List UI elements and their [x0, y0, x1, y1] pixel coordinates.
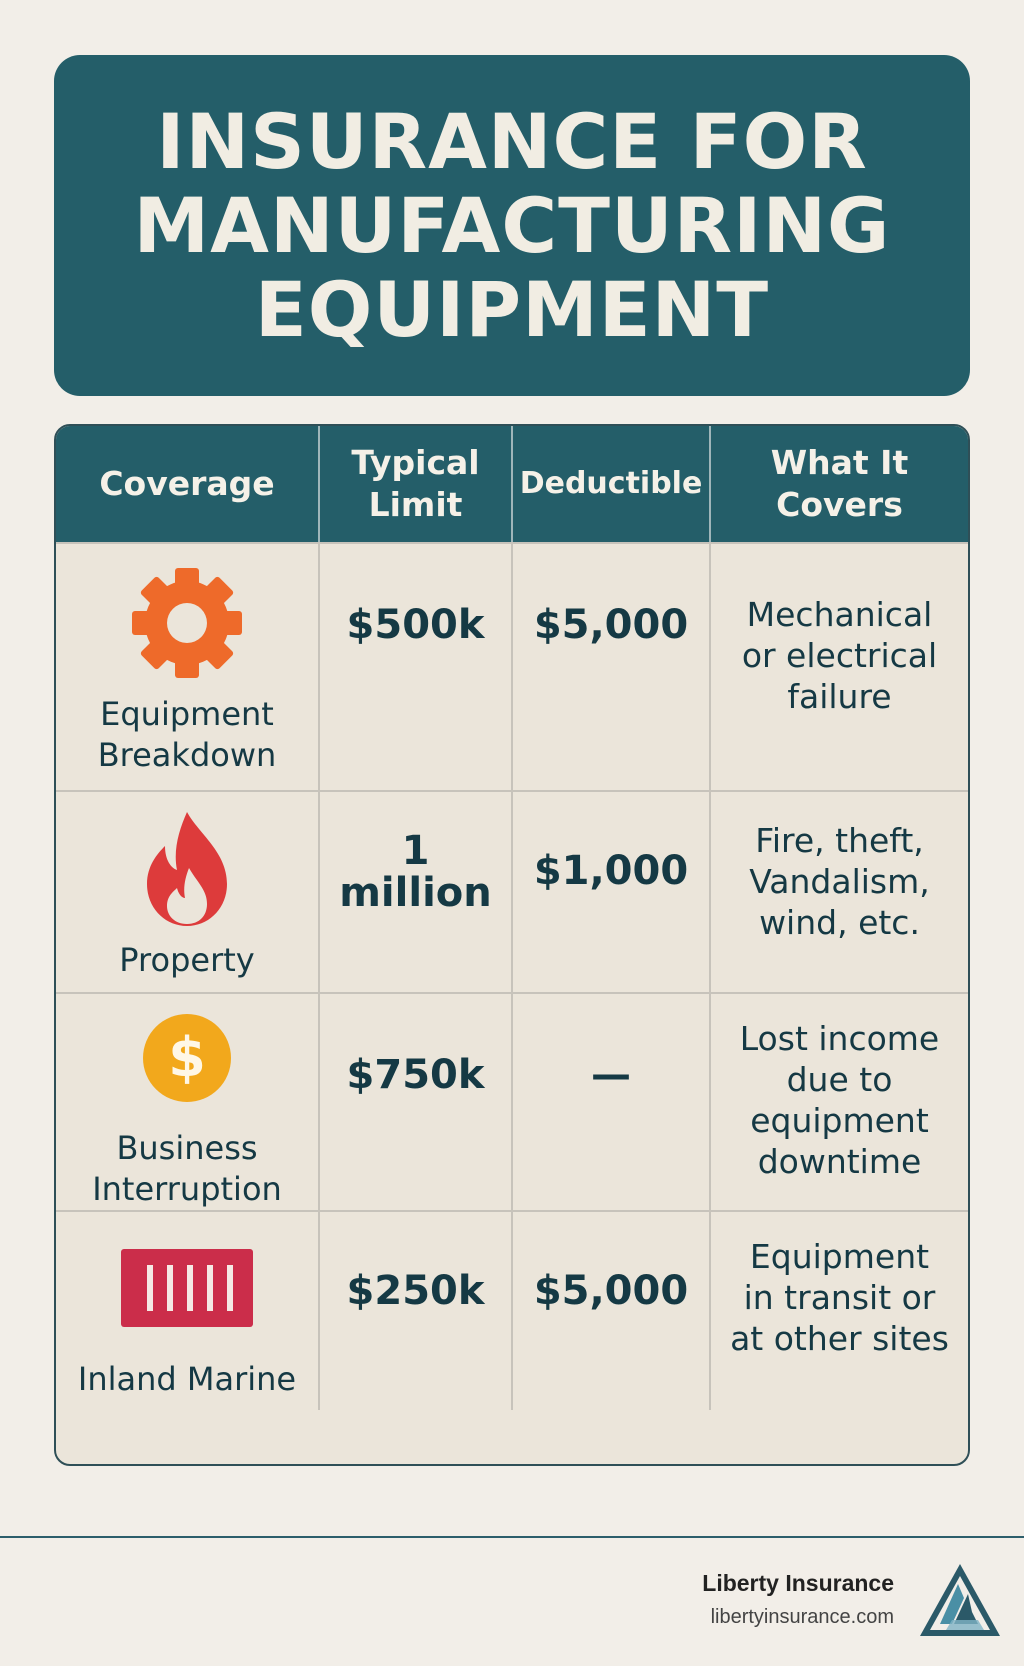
coverage-label: Inland Marine	[77, 1359, 297, 1398]
covers-cell	[711, 994, 968, 1210]
limit-value: $750k	[346, 1052, 485, 1098]
covers-text: Lost income	[739, 1019, 940, 1058]
header-limit-line-2: Limit	[368, 485, 463, 524]
title-line-3: EQUIPMENT	[254, 264, 770, 354]
covers-text: due to	[786, 1060, 893, 1099]
deductible-value: $1,000	[533, 848, 689, 894]
covers-text: wind, etc.	[759, 903, 920, 942]
table-row	[56, 992, 968, 1210]
footer-divider	[0, 1536, 1024, 1538]
header-deductible	[513, 426, 711, 542]
coverage-icon	[141, 994, 233, 1122]
gear-icon	[128, 564, 246, 682]
coverage-icon	[128, 558, 246, 688]
coverage-label: Equipment	[100, 695, 274, 733]
title-line-2: MANUFACTURING	[133, 180, 891, 270]
coverage-label: Breakdown	[97, 736, 277, 774]
covers-text: Mechanical	[746, 595, 933, 634]
coverage-label: Interruption	[92, 1170, 282, 1208]
triangle-logo-icon	[918, 1560, 1002, 1640]
limit-value: million	[339, 870, 492, 916]
header-covers	[711, 426, 968, 542]
covers-cell	[711, 544, 968, 790]
limit-value: $250k	[346, 1268, 485, 1314]
table-header	[56, 426, 968, 542]
flame-icon	[139, 810, 235, 928]
deductible-value: —	[591, 1052, 631, 1098]
covers-text: equipment	[750, 1101, 929, 1140]
limit-cell	[320, 792, 513, 992]
deductible-cell	[513, 1212, 711, 1410]
covers-text: or electrical	[741, 636, 938, 675]
header-covers-line-1: What It	[770, 443, 909, 482]
title-line-1: INSURANCE FOR	[156, 96, 868, 186]
covers-text: Vandalism,	[749, 862, 930, 901]
deductible-cell	[513, 994, 711, 1210]
footer-url: libertyinsurance.com	[710, 1606, 894, 1628]
header-coverage	[56, 426, 320, 542]
coverage-icon	[119, 1223, 255, 1353]
covers-text: Equipment	[749, 1237, 930, 1276]
deductible-value: $5,000	[533, 602, 689, 648]
coverage-label: Business	[116, 1129, 258, 1167]
table-row	[56, 542, 968, 790]
coverage-cell	[56, 994, 320, 1210]
deductible-value: $5,000	[533, 1268, 689, 1314]
deductible-cell	[513, 792, 711, 992]
limit-cell	[320, 1212, 513, 1410]
limit-cell	[320, 544, 513, 790]
table-body	[56, 542, 968, 1410]
covers-text: failure	[787, 677, 892, 716]
limit-cell	[320, 994, 513, 1210]
table-row	[56, 1210, 968, 1410]
coverage-cell	[56, 544, 320, 790]
cargo-container-icon	[119, 1247, 255, 1329]
covers-text: in transit or	[743, 1278, 936, 1317]
header-covers-line-2: Covers	[776, 485, 903, 524]
covers-cell	[711, 792, 968, 992]
covers-text: Fire, theft,	[755, 821, 924, 860]
header-coverage-label: Coverage	[99, 464, 275, 503]
covers-text: at other sites	[730, 1319, 949, 1358]
limit-value: $500k	[346, 602, 485, 648]
limit-value: 1	[401, 828, 430, 874]
header-limit	[320, 426, 513, 542]
dollar-coin-icon	[141, 1012, 233, 1104]
coverage-icon	[139, 804, 235, 934]
deductible-cell	[513, 544, 711, 790]
coverage-cell	[56, 1212, 320, 1410]
header-limit-line-1: Typical	[351, 443, 480, 482]
coverage-cell	[56, 792, 320, 992]
svg-text:$: $	[168, 1026, 206, 1089]
covers-text: downtime	[757, 1142, 922, 1181]
covers-cell	[711, 1212, 968, 1410]
table-row	[56, 790, 968, 992]
title-banner	[54, 55, 970, 396]
footer-company: Liberty Insurance	[702, 1570, 894, 1596]
coverage-table	[54, 424, 970, 1466]
header-deductible-label: Deductible	[519, 466, 703, 501]
coverage-label: Property	[119, 940, 255, 979]
